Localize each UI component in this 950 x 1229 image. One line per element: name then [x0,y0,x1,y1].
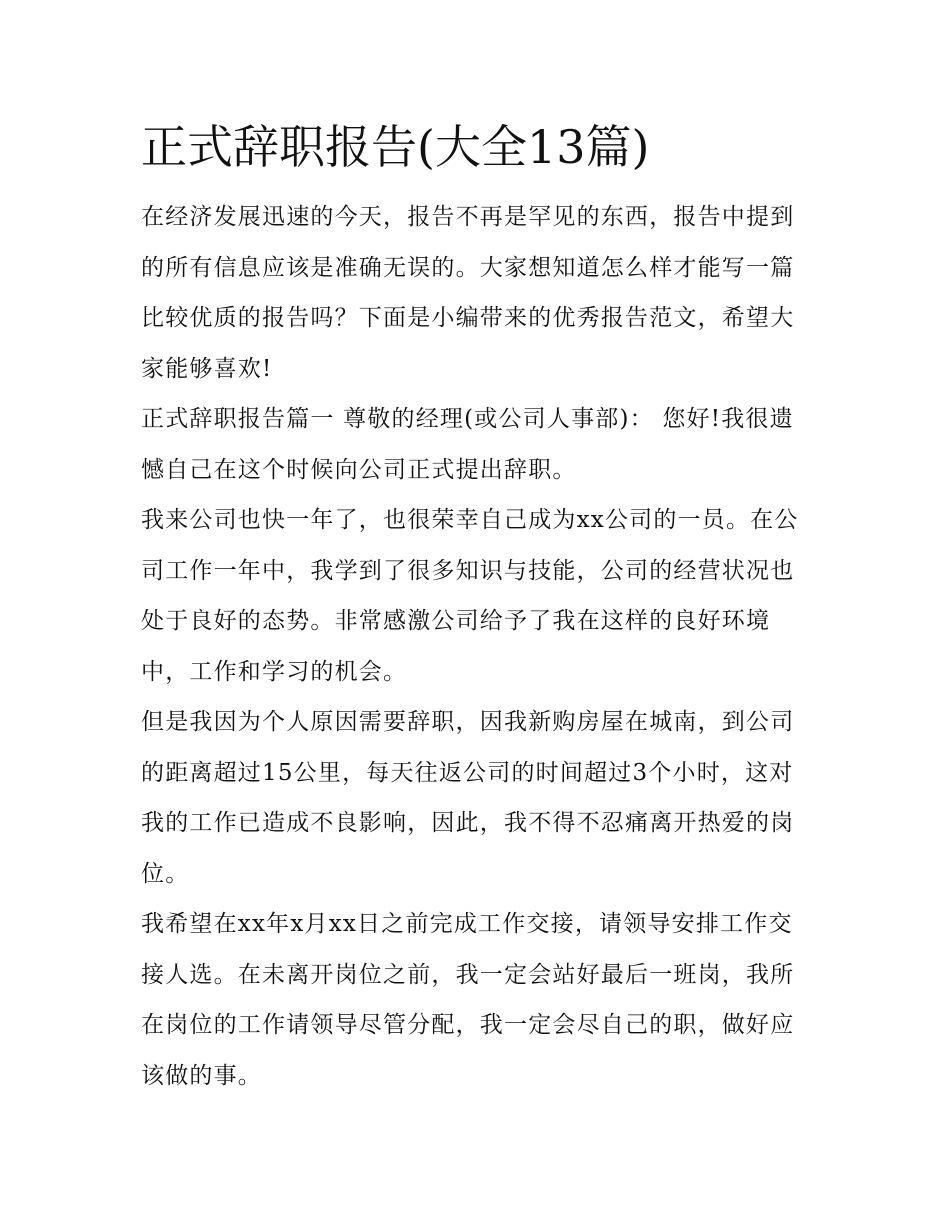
document-body [141,112,813,1101]
document-title: 正式辞职报告(大全13篇) [141,120,650,174]
paragraph-greeting: 正式辞职报告篇一 尊敬的经理(或公司人事部)： 您好!我很遗憾自己在这个时候向公司正式提出辞职。 [141,406,794,483]
paragraph-handover: 我希望在xx年x月xx日之前完成工作交接，请领导安排工作交接人选。在未离开岗位之前，我一定会站好最后一班岗，我所在岗位的工作请领导尽管分配，我一定会尽自己的职，做好应该做的事。 [141,911,795,1089]
paragraph-reason: 但是我因为个人原因需要辞职，因我新购房屋在城南，到公司的距离超过15公里，每天往返公司的时间超过3个小时，这对我的工作已造成不良影响，因此，我不得不忍痛离开热爱的岗位。 [141,709,795,887]
paragraph-gratitude: 我来公司也快一年了，也很荣幸自己成为xx公司的一员。在公司工作一年中，我学到了很多知识与技能，公司的经营状况也处于良好的态势。非常感激公司给予了我在这样的良好环境中，工作和学习的机会。 [141,507,799,685]
paragraph-intro: 在经济发展迅速的今天，报告不再是罕见的东西，报告中提到的所有信息应该是准确无误的。大家想知道怎么样才能写一篇比较优质的报告吗？下面是小编带来的优秀报告范文，希望大家能够喜欢! [141,204,795,382]
